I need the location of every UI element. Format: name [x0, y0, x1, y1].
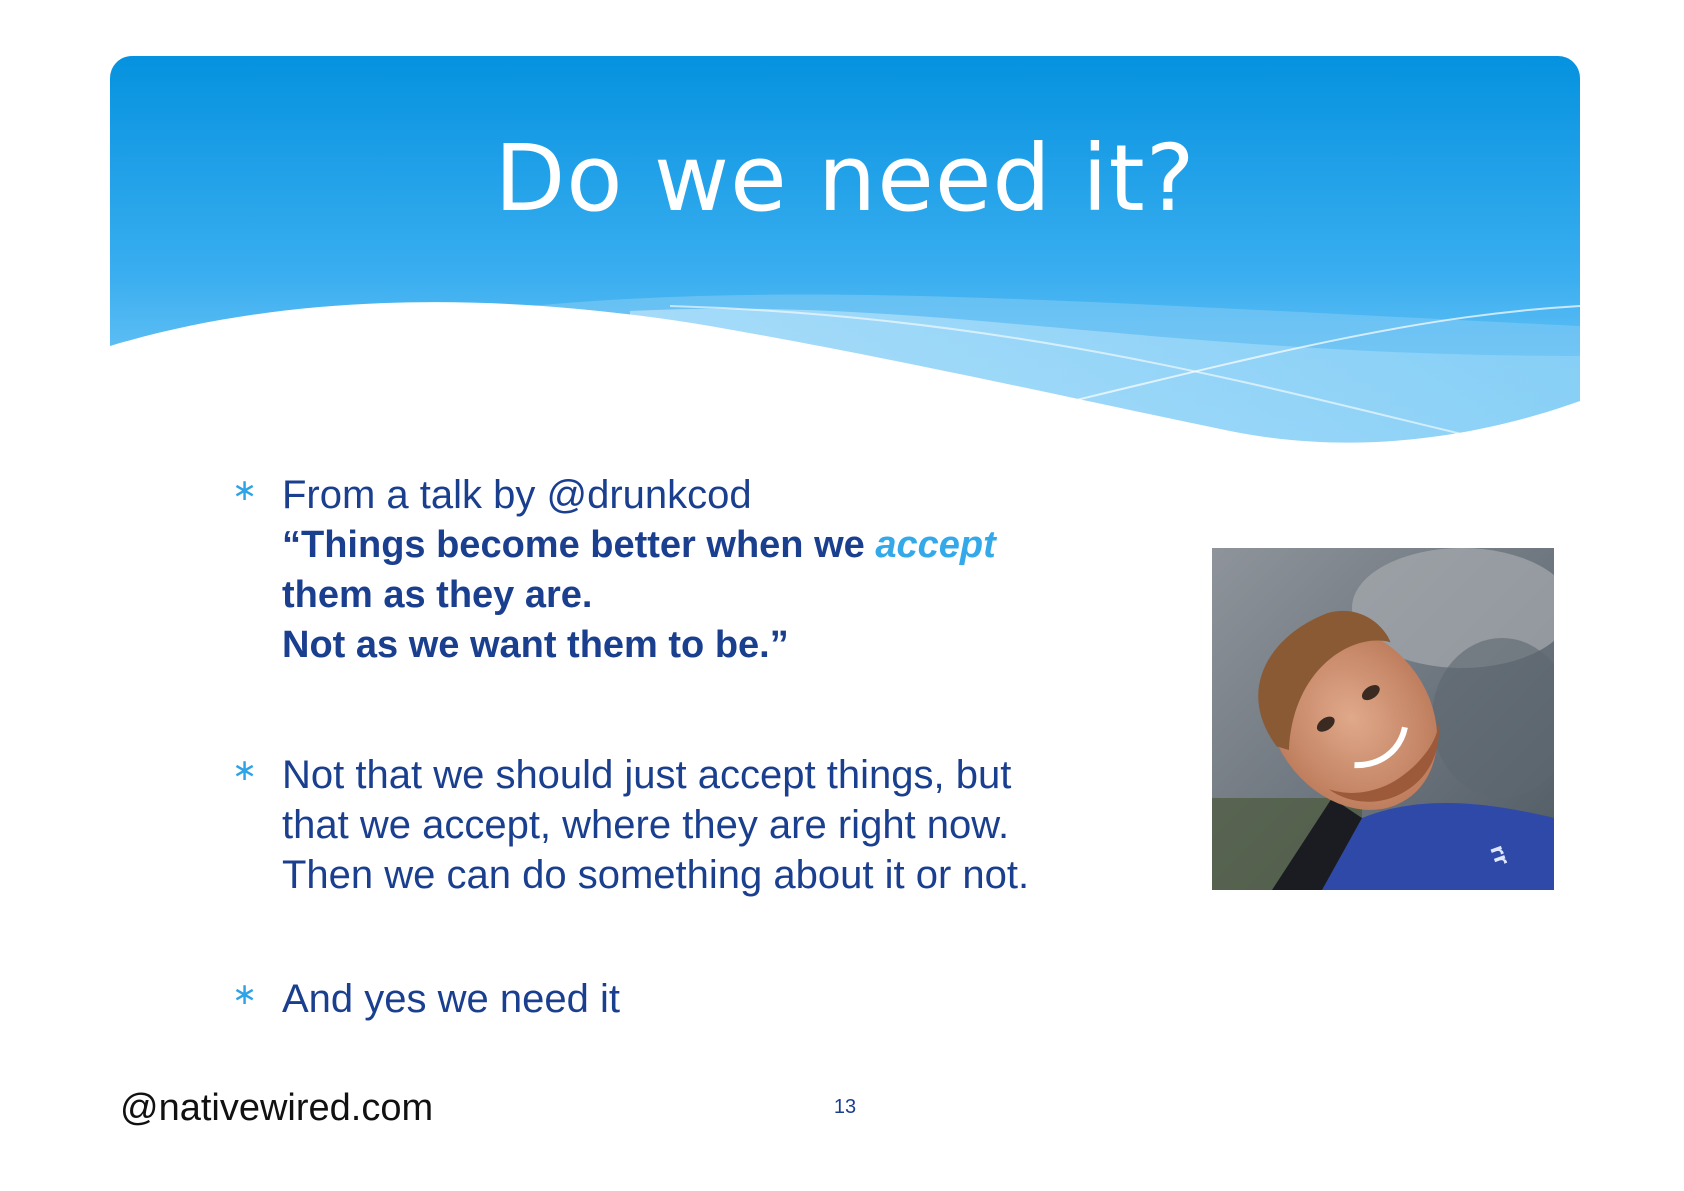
bullet-marker: ∗: [232, 978, 258, 1011]
footer-handle: @nativewired.com: [120, 1087, 434, 1129]
bullet-intro: From a talk by @drunkcod: [282, 473, 752, 517]
quote-line-1-prefix: “Things become better when we: [282, 524, 876, 566]
bullet-body: [282, 750, 1152, 900]
bullet-line: And yes we need it: [282, 977, 620, 1021]
quote-accent-word: accept: [875, 524, 996, 566]
page-number: 13: [833, 1096, 857, 1118]
header-band: [110, 56, 1580, 456]
bullet-line-2: that we accept, where they are right now.: [282, 803, 1010, 847]
slide-title: Do we need it?: [494, 125, 1196, 232]
portrait-photo: [1212, 548, 1554, 890]
quote-line-3: Not as we want them to be.”: [282, 624, 789, 666]
bullet-line-1: Not that we should just accept things, but: [282, 753, 1012, 797]
bullet-marker: ∗: [232, 754, 258, 787]
bullet-line-3: Then we can do something about it or not.: [282, 853, 1030, 897]
svg-text:rr: rr: [1485, 841, 1515, 869]
bullet-body: [282, 470, 1152, 670]
portrait-image: [1212, 548, 1554, 890]
quote-line-1: [282, 520, 1152, 570]
bullet-body: [282, 974, 1152, 1024]
quote-line-2: them as they are.: [282, 574, 593, 616]
bullet-marker: ∗: [232, 474, 258, 507]
header-wave-graphic: [110, 56, 1580, 456]
